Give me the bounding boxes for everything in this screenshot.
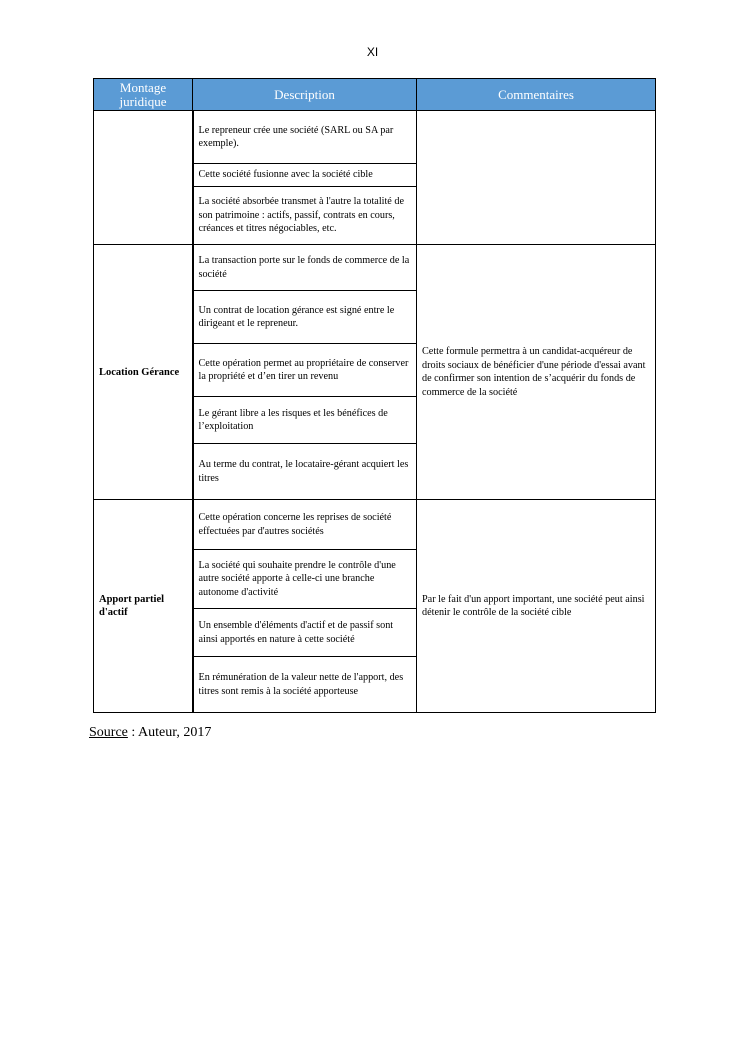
description-cell: Cette opération permet au propriétaire de conserver la propriété et d’en tirer un revenu: [193, 344, 417, 397]
description-cell: Cette opération concerne les reprises de société effectuées par d'autres sociétés: [193, 500, 417, 550]
header-description: Description: [193, 79, 417, 111]
table-header-row: [94, 79, 656, 111]
source-label: Source: [89, 725, 128, 740]
description-cell: La société absorbée transmet à l'autre la totalité de son patrimoine : actifs, passif, contrats en cours, créances et titres négociables, etc.: [193, 187, 417, 245]
legal-structures-table: [93, 78, 656, 713]
table-row: [94, 245, 656, 291]
group-label-location-gerance: Location Gérance: [94, 245, 193, 500]
source-text: : Auteur, 2017: [127, 725, 212, 740]
header-commentaires: Commentaires: [417, 79, 656, 111]
description-cell: Le repreneur crée une société (SARL ou SA par exemple).: [193, 111, 417, 164]
description-cell: La société qui souhaite prendre le contrôle d'une autre société apporte à celle-ci une branche autonome d'activité: [193, 550, 417, 609]
source-caption: [89, 725, 211, 741]
description-cell: Cette société fusionne avec la société cible: [193, 164, 417, 187]
description-cell: Un contrat de location gérance est signé entre le dirigeant et le repreneur.: [193, 291, 417, 344]
description-cell: Le gérant libre a les risques et les bénéfices de l’exploitation: [193, 397, 417, 444]
description-cell: En rémunération de la valeur nette de l'apport, des titres sont remis à la société apporteuse: [193, 657, 417, 713]
table-row: [94, 111, 656, 164]
comment-cell-apport-partiel: Par le fait d'un apport important, une société peut ainsi détenir le contrôle de la société cible: [417, 500, 656, 713]
description-cell: La transaction porte sur le fonds de commerce de la société: [193, 245, 417, 291]
description-cell: Au terme du contrat, le locataire-gérant acquiert les titres: [193, 444, 417, 500]
group-label-apport-partiel: Apport partiel d'actif: [94, 500, 193, 713]
comment-cell-fusion: [417, 111, 656, 245]
group-label-fusion: [94, 111, 193, 245]
description-cell: Un ensemble d'éléments d'actif et de passif sont ainsi apportés en nature à cette société: [193, 609, 417, 657]
table-row: [94, 500, 656, 550]
header-montage-juridique: Montage juridique: [94, 79, 193, 111]
page-number: XI: [366, 45, 379, 59]
comment-cell-location-gerance: Cette formule permettra à un candidat-acquéreur de droits sociaux de bénéficier d'une période d'essai avant de confirmer son intention de s’acquérir du fonds de commerce de la société: [417, 245, 656, 500]
